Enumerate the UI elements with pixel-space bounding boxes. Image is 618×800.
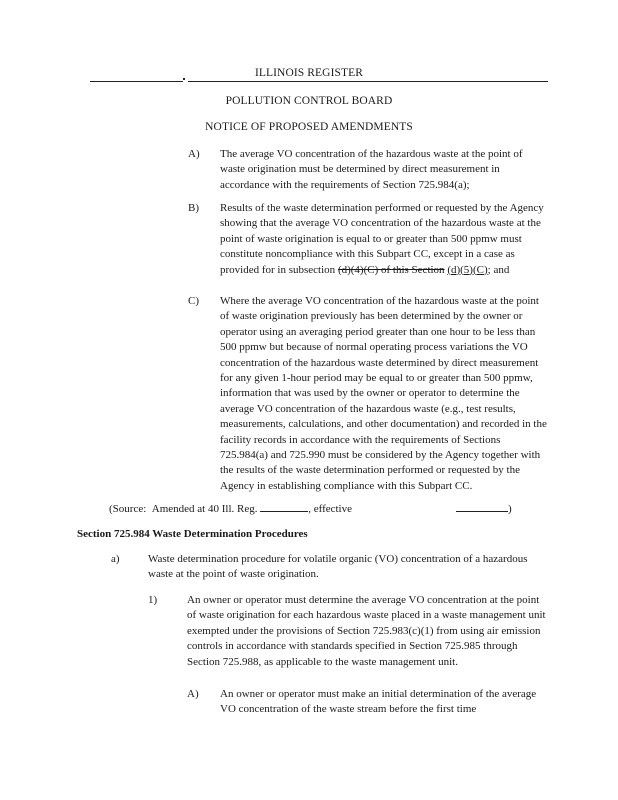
item-label-B-top: B) [188, 202, 199, 214]
item-label-a: a) [111, 553, 120, 565]
header-rule-right [188, 81, 548, 82]
source-suffix: ) [508, 503, 512, 515]
item-label-C-top: C) [188, 295, 199, 307]
section-heading: Section 725.984 Waste Determination Procedures [77, 528, 308, 540]
item-text-B-top [220, 201, 545, 278]
item-label-A-top: A) [188, 148, 200, 160]
item-text-a: Waste determination procedure for volatile organic (VO) concentration of a hazardous waste at the point of waste origination. [148, 553, 528, 581]
item-text-A-top: The average VO concentration of the hazardous waste at the point of waste origination must be determined by direct measurement in accordance with the requirements of Section 725.984(a); [220, 148, 523, 191]
deleted-text: (d)(4)(C) of this Section [337, 263, 445, 276]
item-text-1: An owner or operator must determine the average VO concentration at the point of waste origination for each hazardous waste placed in a waste management unit exempted under the provisions of Section 725.983(c)(1) from using air emission controls in accordance with standards specified in Section 725.985 through Section 725.988, as applicable to the waste management unit. [187, 594, 546, 668]
item-text-A-bottom: An owner or operator must make an initial determination of the average VO concentration of the waste stream before the first time [220, 688, 537, 716]
source-amended: Amended at 40 Ill. Reg. [151, 503, 258, 515]
item-text-C-top: Where the average VO concentration of the hazardous waste at the point of waste origination previously has been determined by the owner or operator using an averaging period greater than one hour to be less than 500 ppmw but because of normal operating process variations the VO concentration of the hazardous waste determined by direct measurement for any given 1-hour period may be equal to or greater than 500 ppmw, information that was used by the owner or operator to determine the average VO concentration of the hazardous waste (e.g., test results, measurements, calculations, and other documentation) and recorded in the facility records in accordance with the requirements of Sections 725.984(a) and 725.990 must be considered by the Agency together with the results of the waste determination performed or requested by the Agency in establishing compliance with this Subpart CC. [220, 295, 547, 492]
source-effective: , effective [308, 503, 352, 515]
inserted-text: (d)(5)(C) [447, 263, 488, 276]
source-end [456, 500, 512, 517]
item-label-A-bottom: A) [187, 688, 199, 700]
notice-title: NOTICE OF PROPOSED AMENDMENTS [205, 121, 413, 133]
item-label-1: 1) [148, 594, 158, 606]
item-text-B-end: ; and [487, 263, 510, 276]
source-prefix: (Source: [109, 503, 147, 515]
header-rule-left [90, 81, 183, 82]
source-blank-issue [260, 500, 308, 512]
board-title: POLLUTION CONTROL BOARD [225, 95, 393, 107]
source-note [109, 500, 352, 517]
source-blank-date [456, 500, 508, 512]
item-text-B-body: Results of the waste determination performed or requested by the Agency showing that the average VO concentration of the hazardous waste at the point of waste origination is equal to or greater than 500 ppmw must constitute noncompliance with this Subpart CC, except in a case as provided for in subsection [220, 202, 544, 276]
register-title: ILLINOIS REGISTER [254, 67, 364, 79]
